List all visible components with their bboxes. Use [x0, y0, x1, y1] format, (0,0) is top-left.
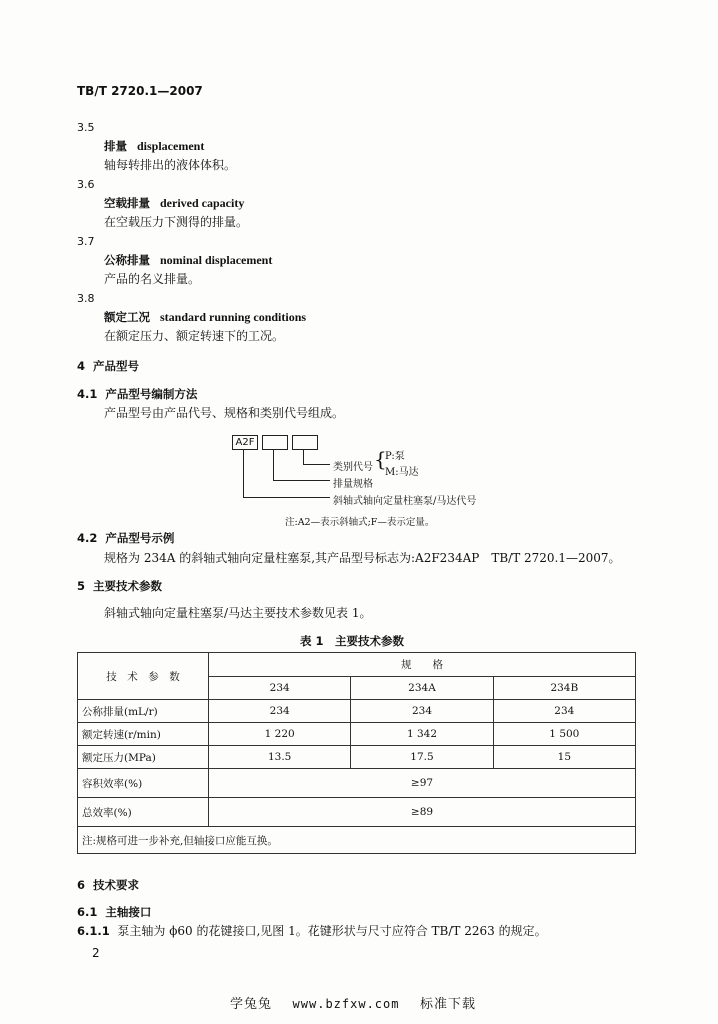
section-number: 4	[77, 359, 86, 373]
table-cell: 17.5	[351, 746, 493, 769]
col-header: 234A	[351, 676, 493, 700]
table-cell: 15	[493, 746, 635, 769]
table-cell: ≥97	[209, 769, 636, 798]
term-heading	[104, 309, 306, 325]
section-heading	[77, 358, 139, 374]
spec-table	[77, 652, 636, 854]
term-heading	[104, 138, 204, 154]
footer-url[interactable]: www.bzfxw.com	[292, 997, 400, 1011]
term-zh: 空载排量	[104, 196, 150, 210]
row-label: 额定压力(MPa)	[78, 746, 209, 769]
table-row	[78, 723, 636, 746]
label-category-code: 类别代号	[333, 462, 373, 473]
code-box-a2f: A2F	[232, 435, 258, 450]
table-cell: 234	[493, 700, 635, 723]
leader-line	[303, 464, 330, 465]
paragraph: 规格为 234A 的斜轴式轴向定量柱塞泵,其产品型号标志为:A2F234AP TB/T 2720.1—2007。	[104, 551, 621, 565]
section-number: 3.6	[77, 178, 95, 191]
row-label: 容积效率(%)	[78, 769, 209, 798]
term-definition: 产品的名义排量。	[104, 272, 201, 286]
footer-watermark	[230, 993, 476, 1012]
term-heading	[104, 195, 244, 211]
table-row	[78, 769, 636, 798]
col-header: 234	[209, 676, 351, 700]
code-box-category	[292, 435, 318, 450]
section-number: 5	[77, 579, 86, 593]
header-spec: 规 格	[209, 653, 636, 677]
term-zh: 公称排量	[104, 253, 150, 267]
term-en: displacement	[137, 139, 205, 153]
row-label: 总效率(%)	[78, 798, 209, 827]
section-number: 4.1	[77, 387, 98, 401]
table-row	[78, 746, 636, 769]
section-heading	[77, 877, 139, 893]
term-en: derived capacity	[160, 196, 245, 210]
label-motor: M:马达	[385, 467, 419, 478]
paragraph: 斜轴式轴向定量柱塞泵/马达主要技术参数见表 1。	[104, 606, 372, 620]
section-number: 4.2	[77, 531, 98, 545]
term-en: standard running conditions	[160, 310, 307, 324]
term-zh: 排量	[104, 139, 127, 153]
row-label: 公称排量(mL/r)	[78, 700, 209, 723]
table-row	[78, 700, 636, 723]
table-cell: 1 220	[209, 723, 351, 746]
section-title: 产品型号	[93, 359, 140, 373]
label-pump: P:泵	[385, 451, 405, 462]
page-number: 2	[92, 946, 100, 960]
table-cell: 234	[209, 700, 351, 723]
section-title: 产品型号编制方法	[105, 387, 198, 401]
term-definition: 在额定压力、额定转速下的工况。	[104, 329, 285, 343]
footer-site: 学兔兔	[230, 997, 273, 1012]
leader-line	[243, 497, 330, 498]
term-definition: 在空载压力下测得的排量。	[104, 215, 249, 229]
section-title: 产品型号示例	[105, 531, 175, 545]
row-label: 额定转速(r/min)	[78, 723, 209, 746]
table-cell: 1 500	[493, 723, 635, 746]
section-heading	[77, 578, 162, 594]
table-cell: ≥89	[209, 798, 636, 827]
header-param: 技 术 参 数	[78, 653, 209, 700]
table-cell: 234	[351, 700, 493, 723]
section-title: 技术要求	[93, 878, 140, 892]
brace-symbol: {	[374, 447, 387, 471]
section-heading	[77, 386, 197, 402]
section-number: 3.7	[77, 235, 95, 248]
label-displacement-spec: 排量规格	[333, 479, 373, 490]
term-zh: 额定工况	[104, 310, 150, 324]
section-title: 主轴接口	[105, 905, 152, 919]
label-product-code: 斜轴式轴向定量柱塞泵/马达代号	[333, 496, 477, 507]
section-title: 主要技术参数	[93, 579, 163, 593]
table-row	[78, 798, 636, 827]
table-note: 注:规格可进一步补充,但轴接口应能互换。	[78, 827, 636, 854]
term-definition: 轴每转排出的液体体积。	[104, 158, 237, 172]
table-header-row	[78, 653, 636, 677]
section-number: 3.5	[77, 121, 95, 134]
col-header: 234B	[493, 676, 635, 700]
table-caption: 表 1 主要技术参数	[300, 634, 405, 648]
leader-line	[243, 449, 244, 498]
term-en: nominal displacement	[160, 253, 273, 267]
section-number: 3.8	[77, 292, 95, 305]
leader-line	[303, 449, 304, 465]
section-heading	[77, 904, 151, 920]
paragraph: 产品型号由产品代号、规格和类别代号组成。	[104, 406, 345, 420]
table-cell: 13.5	[209, 746, 351, 769]
code-box-spec	[262, 435, 288, 450]
diagram-note: 注:A2—表示斜轴式;F—表示定量。	[285, 517, 435, 528]
term-heading	[104, 252, 272, 268]
section-number: 6	[77, 878, 86, 892]
footer-tag: 标准下载	[420, 997, 477, 1012]
table-cell: 1 342	[351, 723, 493, 746]
standard-number: TB/T 2720.1—2007	[77, 84, 203, 98]
leader-line	[273, 449, 274, 481]
paragraph	[77, 922, 547, 939]
leader-line	[273, 480, 330, 481]
paragraph-text: 泵主轴为 ϕ60 的花键接口,见图 1。花键形状与尺寸应符合 TB/T 2263 的规定。	[117, 924, 547, 938]
table-note-row	[78, 827, 636, 854]
section-number: 6.1.1	[77, 924, 110, 938]
section-heading	[77, 530, 174, 546]
section-number: 6.1	[77, 905, 98, 919]
